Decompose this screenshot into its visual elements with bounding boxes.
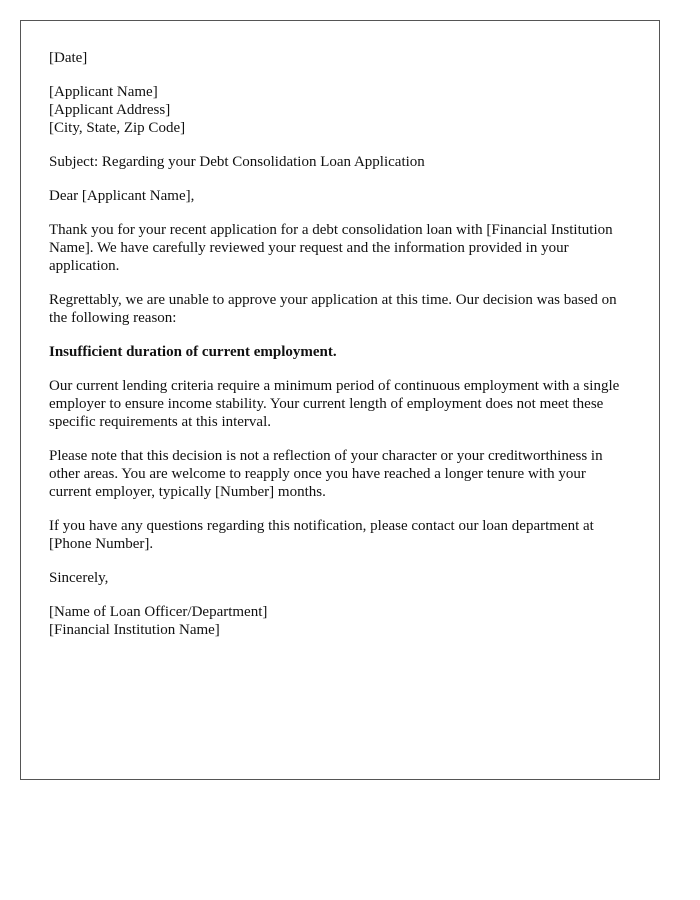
signature-institution: [Financial Institution Name]: [49, 622, 220, 638]
recipient-address: [Applicant Address]: [49, 102, 171, 118]
recipient-city-state-zip: [City, State, Zip Code]: [49, 120, 186, 136]
letter-page: [20, 20, 660, 780]
letter-salutation: Dear [Applicant Name],: [49, 188, 195, 204]
paragraph-note: Please note that this decision is not a reflection of your character or your creditworthiness in other areas. You are welcome to reapply once you have reached a longer tenure with your current employer, typically [Number] months.: [49, 448, 603, 500]
paragraph-criteria: Our current lending criteria require a minimum period of continuous employment with a single employer to ensure income stability. Your current length of employment does not meet these specific requirements at this interval.: [49, 378, 620, 430]
paragraph-decision: Regrettably, we are unable to approve your application at this time. Our decision was based on the following reason:: [49, 292, 617, 326]
letter-subject: Subject: Regarding your Debt Consolidation Loan Application: [49, 154, 425, 170]
paragraph-reason: Insufficient duration of current employment.: [49, 344, 337, 360]
letter-date: [Date]: [49, 50, 88, 66]
signature-block: [49, 603, 631, 639]
paragraph-contact: If you have any questions regarding this notification, please contact our loan department at [Phone Number].: [49, 518, 594, 552]
paragraph-intro: Thank you for your recent application for a debt consolidation loan with [Financial Institution Name]. We have carefully reviewed your request and the information provided in your application.: [49, 222, 613, 274]
recipient-name: [Applicant Name]: [49, 84, 158, 100]
letter-closing: Sincerely,: [49, 570, 109, 586]
recipient-block: [49, 83, 631, 137]
signature-officer: [Name of Loan Officer/Department]: [49, 604, 268, 620]
